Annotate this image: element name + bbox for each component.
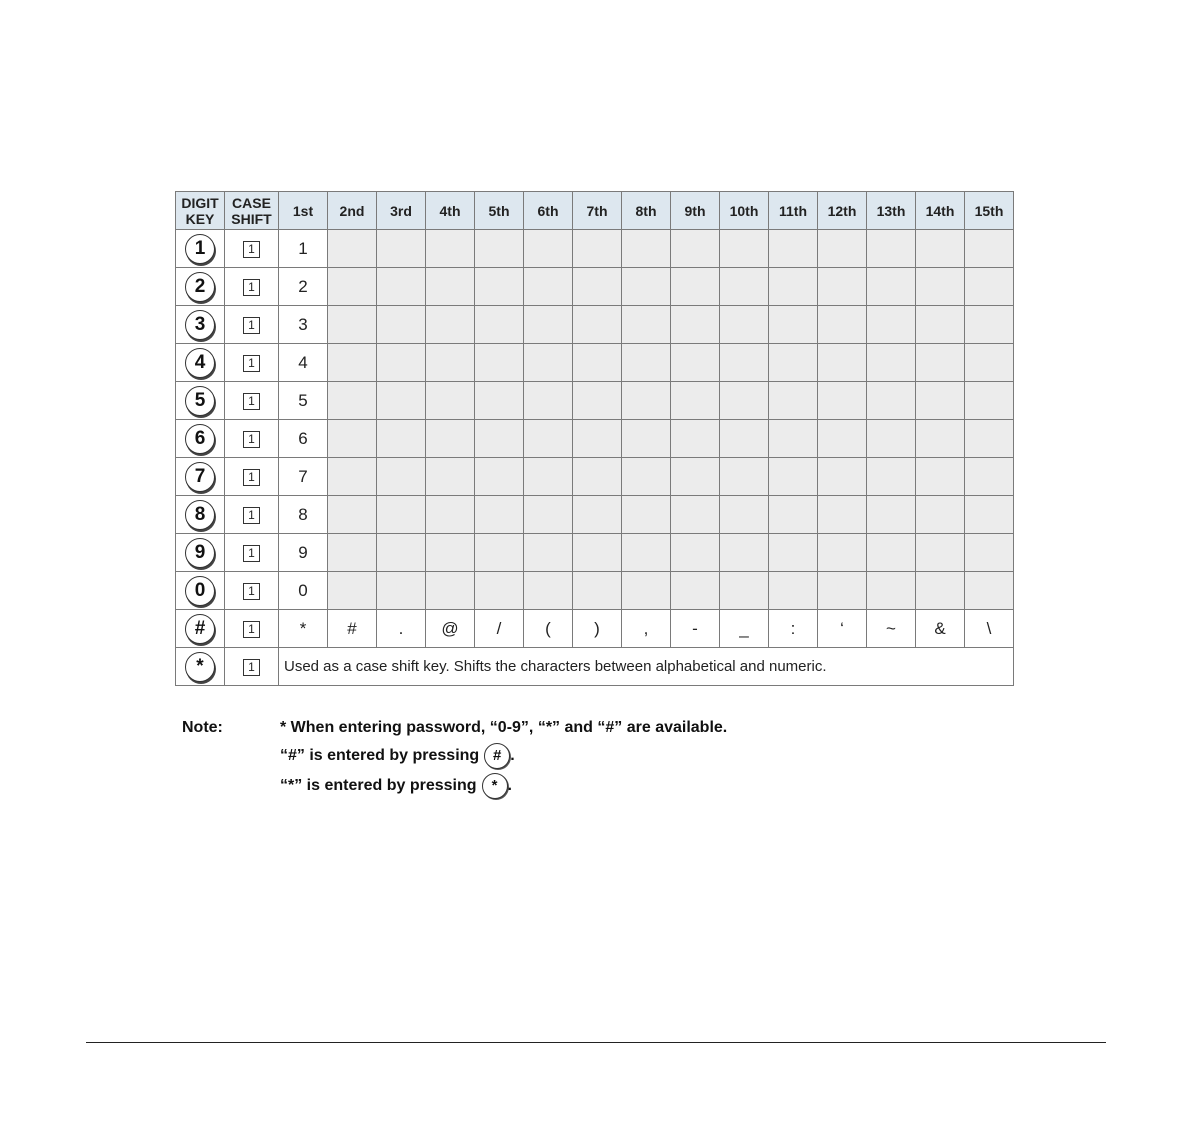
note-line-password: * When entering password, “0-9”, “*” and “#” are available. [280,719,728,736]
empty-cell [622,382,671,420]
character-cell: 6 [279,420,328,458]
character-cell: * [279,610,328,648]
case-shift-box-icon: 1 [243,583,260,600]
note-star-text: “*” is entered by pressing [280,777,477,795]
digit-key-icon: 9 [185,538,215,568]
empty-cell [720,458,769,496]
empty-cell [867,382,916,420]
empty-cell [916,458,965,496]
empty-cell [867,420,916,458]
character-cell: \ [965,610,1014,648]
note-line-star [280,773,512,799]
empty-cell [328,382,377,420]
character-cell: ) [573,610,622,648]
empty-cell [671,572,720,610]
empty-cell [965,344,1014,382]
empty-cell [524,572,573,610]
case-shift-box-icon: 1 [243,507,260,524]
case-shift-header: CASE SHIFT [225,192,279,230]
empty-cell [769,306,818,344]
character-cell: ~ [867,610,916,648]
empty-cell [916,306,965,344]
empty-cell [720,420,769,458]
empty-cell [622,572,671,610]
character-cell: ‘ [818,610,867,648]
character-cell: : [769,610,818,648]
footer-rule [86,1042,1106,1043]
empty-cell [720,230,769,268]
case-shift-cell [225,268,279,306]
empty-cell [916,572,965,610]
case-shift-box-icon: 1 [243,241,260,258]
position-header: 1st [279,192,328,230]
star-key-icon: * [482,773,508,799]
empty-cell [622,306,671,344]
empty-cell [524,382,573,420]
empty-cell [524,230,573,268]
case-shift-cell [225,344,279,382]
table-row [176,306,1014,344]
digit-key-icon: 6 [185,424,215,454]
empty-cell [818,534,867,572]
empty-cell [965,306,1014,344]
empty-cell [622,534,671,572]
empty-cell [328,534,377,572]
position-header: 14th [916,192,965,230]
empty-cell [818,344,867,382]
case-shift-box-icon: 1 [243,469,260,486]
empty-cell [328,306,377,344]
digit-key-icon: 4 [185,348,215,378]
empty-cell [818,458,867,496]
case-shift-cell [225,306,279,344]
table-row [176,534,1014,572]
character-cell: _ [720,610,769,648]
empty-cell [328,496,377,534]
empty-cell [426,268,475,306]
empty-cell [818,496,867,534]
digit-key-cell [176,610,225,648]
empty-cell [769,496,818,534]
digit-key-icon: 0 [185,576,215,606]
character-cell: @ [426,610,475,648]
empty-cell [720,344,769,382]
character-cell: 9 [279,534,328,572]
empty-cell [328,572,377,610]
empty-cell [916,230,965,268]
empty-cell [622,420,671,458]
case-shift-cell [225,610,279,648]
empty-cell [818,230,867,268]
case-shift-cell [225,230,279,268]
note-period: . [507,777,512,795]
case-shift-box-icon: 1 [243,621,260,638]
position-header: 8th [622,192,671,230]
position-header: 12th [818,192,867,230]
empty-cell [720,572,769,610]
empty-cell [769,268,818,306]
empty-cell [426,458,475,496]
empty-cell [720,306,769,344]
table-row [176,458,1014,496]
empty-cell [475,458,524,496]
empty-cell [916,420,965,458]
position-header: 10th [720,192,769,230]
empty-cell [622,230,671,268]
empty-cell [916,344,965,382]
position-header: 5th [475,192,524,230]
case-shift-cell [225,382,279,420]
empty-cell [426,420,475,458]
position-header: 7th [573,192,622,230]
empty-cell [377,382,426,420]
case-shift-box-icon: 1 [243,393,260,410]
case-shift-cell [225,648,279,686]
empty-cell [475,382,524,420]
empty-cell [671,382,720,420]
empty-cell [426,534,475,572]
table-row [176,572,1014,610]
character-cell: # [328,610,377,648]
position-header: 6th [524,192,573,230]
table-header-row [176,192,1014,230]
empty-cell [622,268,671,306]
case-shift-cell [225,496,279,534]
empty-cell [671,306,720,344]
character-cell: . [377,610,426,648]
empty-cell [916,496,965,534]
empty-cell [720,382,769,420]
empty-cell [769,420,818,458]
empty-cell [573,344,622,382]
character-cell: 8 [279,496,328,534]
empty-cell [573,306,622,344]
empty-cell [671,230,720,268]
empty-cell [475,534,524,572]
case-shift-box-icon: 1 [243,659,260,676]
empty-cell [769,534,818,572]
digit-key-cell [176,344,225,382]
empty-cell [377,268,426,306]
digit-key-icon: 5 [185,386,215,416]
empty-cell [769,572,818,610]
empty-cell [573,268,622,306]
empty-cell [524,268,573,306]
position-header: 13th [867,192,916,230]
case-shift-description: Used as a case shift key. Shifts the characters between alphabetical and numeric. [279,648,1014,686]
empty-cell [328,230,377,268]
table-row [176,268,1014,306]
empty-cell [377,306,426,344]
table-row [176,344,1014,382]
empty-cell [720,268,769,306]
empty-cell [965,572,1014,610]
character-cell: 2 [279,268,328,306]
note-label: Note: [182,719,223,736]
empty-cell [524,306,573,344]
empty-cell [965,458,1014,496]
empty-cell [475,344,524,382]
digit-key-cell [176,496,225,534]
empty-cell [671,268,720,306]
empty-cell [867,572,916,610]
digit-key-cell [176,458,225,496]
empty-cell [965,382,1014,420]
empty-cell [818,572,867,610]
position-header: 15th [965,192,1014,230]
empty-cell [573,230,622,268]
character-cell: - [671,610,720,648]
digit-key-icon: 8 [185,500,215,530]
empty-cell [426,496,475,534]
table-row [176,230,1014,268]
table-body [176,230,1014,686]
case-shift-cell [225,420,279,458]
case-shift-box-icon: 1 [243,279,260,296]
empty-cell [475,496,524,534]
empty-cell [377,496,426,534]
empty-cell [426,344,475,382]
empty-cell [475,268,524,306]
digit-key-cell [176,306,225,344]
table-row [176,496,1014,534]
character-cell: 1 [279,230,328,268]
character-cell: 4 [279,344,328,382]
digit-key-icon: 3 [185,310,215,340]
case-shift-cell [225,458,279,496]
case-shift-box-icon: 1 [243,545,260,562]
character-cell: / [475,610,524,648]
empty-cell [965,534,1014,572]
empty-cell [622,344,671,382]
position-header: 3rd [377,192,426,230]
position-header: 2nd [328,192,377,230]
empty-cell [426,382,475,420]
character-cell: , [622,610,671,648]
empty-cell [769,458,818,496]
empty-cell [377,534,426,572]
digit-key-icon: 7 [185,462,215,492]
case-shift-cell [225,572,279,610]
digit-key-icon: # [185,614,215,644]
empty-cell [328,268,377,306]
empty-cell [671,458,720,496]
empty-cell [965,420,1014,458]
table-row [176,382,1014,420]
character-cell: 5 [279,382,328,420]
note-line-hash [280,743,515,769]
empty-cell [867,306,916,344]
empty-cell [671,534,720,572]
empty-cell [769,344,818,382]
character-cell: & [916,610,965,648]
case-shift-cell [225,534,279,572]
empty-cell [573,420,622,458]
empty-cell [867,458,916,496]
empty-cell [622,458,671,496]
position-header: 11th [769,192,818,230]
empty-cell [867,496,916,534]
empty-cell [818,420,867,458]
empty-cell [475,572,524,610]
empty-cell [377,344,426,382]
character-cell: 3 [279,306,328,344]
empty-cell [475,420,524,458]
empty-cell [524,496,573,534]
empty-cell [377,458,426,496]
empty-cell [573,572,622,610]
empty-cell [818,382,867,420]
empty-cell [524,458,573,496]
empty-cell [573,496,622,534]
empty-cell [769,230,818,268]
digit-key-icon: 1 [185,234,215,264]
case-shift-box-icon: 1 [243,431,260,448]
empty-cell [867,230,916,268]
empty-cell [328,344,377,382]
empty-cell [720,534,769,572]
digit-key-icon: * [185,652,215,682]
empty-cell [818,306,867,344]
table-row [176,420,1014,458]
character-cell: 7 [279,458,328,496]
empty-cell [916,534,965,572]
empty-cell [377,572,426,610]
empty-cell [377,230,426,268]
empty-cell [426,572,475,610]
note-hash-text: “#” is entered by pressing [280,747,480,765]
position-header: 9th [671,192,720,230]
empty-cell [573,534,622,572]
table-row [176,610,1014,648]
empty-cell [818,268,867,306]
table-row [176,648,1014,686]
digit-key-cell [176,420,225,458]
empty-cell [965,268,1014,306]
empty-cell [377,420,426,458]
empty-cell [426,306,475,344]
character-table [175,191,1014,686]
case-shift-box-icon: 1 [243,317,260,334]
hash-key-icon: # [484,743,510,769]
empty-cell [573,458,622,496]
empty-cell [720,496,769,534]
empty-cell [524,344,573,382]
empty-cell [524,534,573,572]
note-period: . [510,747,515,765]
empty-cell [916,382,965,420]
case-shift-box-icon: 1 [243,355,260,372]
digit-key-cell [176,648,225,686]
empty-cell [328,420,377,458]
empty-cell [328,458,377,496]
empty-cell [916,268,965,306]
character-cell: ( [524,610,573,648]
empty-cell [769,382,818,420]
empty-cell [671,344,720,382]
empty-cell [671,496,720,534]
empty-cell [867,534,916,572]
digit-key-cell [176,268,225,306]
empty-cell [965,230,1014,268]
digit-key-cell [176,230,225,268]
character-cell: 0 [279,572,328,610]
empty-cell [671,420,720,458]
digit-key-cell [176,534,225,572]
empty-cell [475,306,524,344]
empty-cell [573,382,622,420]
empty-cell [524,420,573,458]
empty-cell [622,496,671,534]
empty-cell [867,344,916,382]
digit-key-cell [176,572,225,610]
digit-key-header: DIGIT KEY [176,192,225,230]
empty-cell [965,496,1014,534]
empty-cell [426,230,475,268]
digit-key-icon: 2 [185,272,215,302]
digit-key-cell [176,382,225,420]
position-header: 4th [426,192,475,230]
empty-cell [475,230,524,268]
empty-cell [867,268,916,306]
